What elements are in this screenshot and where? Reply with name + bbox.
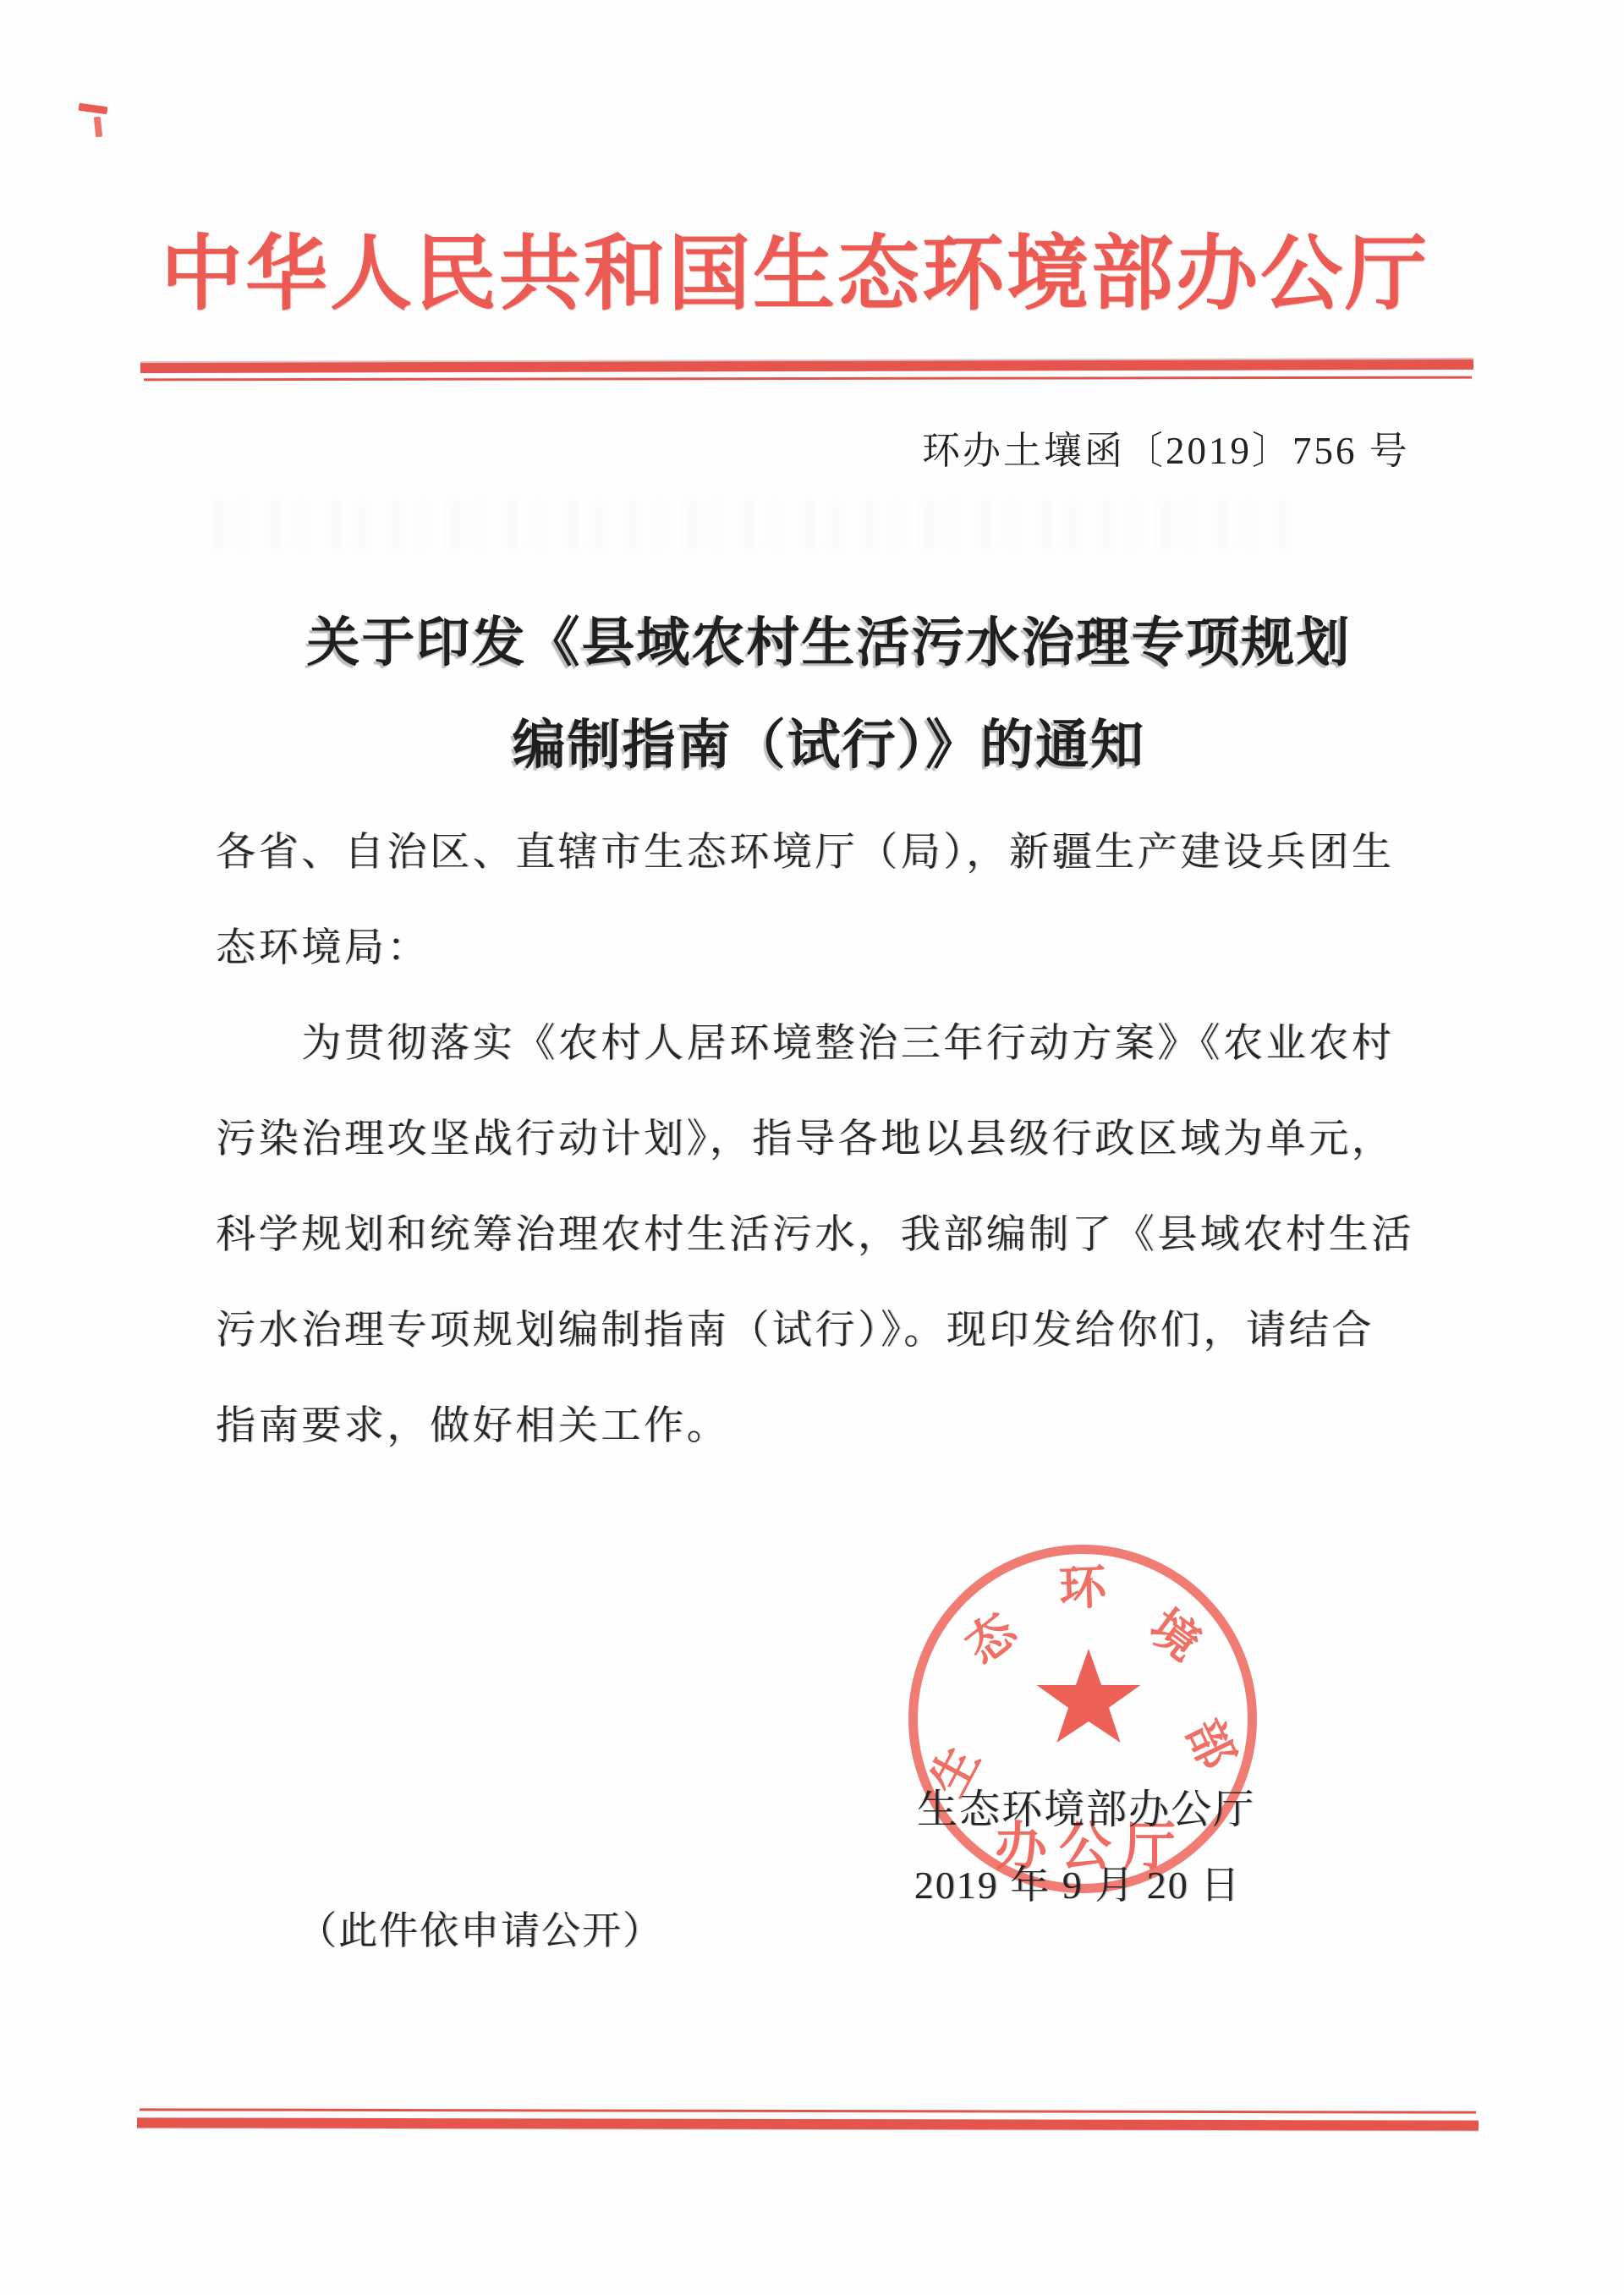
letterhead-title: 中华人民共和国生态环境部办公厅	[161, 229, 1429, 320]
scan-speck	[94, 117, 102, 138]
body-line: 指南要求，做好相关工作。	[216, 1404, 730, 1448]
body-line: 为贯彻落实《农村人居环境整治三年行动方案》《农业农村	[216, 1022, 1395, 1066]
official-seal	[908, 1545, 1257, 1893]
doc-title	[178, 592, 1480, 797]
seal-ring-char: 部	[1175, 1711, 1244, 1777]
seal-ring-char: 环	[1057, 1562, 1108, 1616]
doc-title-line2: 编制指南（试行）》的通知	[512, 716, 1146, 775]
body-line: 污染治理攻坚战行动计划》，指导各地以县级行政区域为单元，	[216, 1117, 1395, 1161]
seal-star-icon	[1034, 1649, 1143, 1752]
body-line: 态环境局：	[216, 926, 430, 970]
scan-smudge-band	[211, 497, 1294, 553]
letterhead-rule-thick	[140, 360, 1473, 373]
scan-speck	[79, 103, 108, 115]
letterhead-rule-thin	[144, 376, 1472, 382]
footer-rule-thin	[140, 2108, 1476, 2113]
issue-date: 2019 年 9 月 20 日	[914, 1864, 1242, 1907]
seal-ring-char: 态	[956, 1604, 1027, 1675]
footer-rule-thick	[137, 2117, 1479, 2130]
body-line: 各省、自治区、直辖市生态环境厅（局），新疆生产建设兵团生	[216, 831, 1395, 875]
seal-ring-char: 境	[1138, 1600, 1210, 1672]
doc-title-line1: 关于印发《县域农村生活污水治理专项规划	[306, 613, 1352, 673]
disclosure-note: （此件依申请公开）	[298, 1909, 663, 1952]
doc-body	[216, 805, 1425, 1474]
issuing-office-signature: 生态环境部办公厅	[916, 1787, 1255, 1832]
body-line: 科学规划和统筹治理农村生活污水，我部编制了《县域农村生活	[216, 1213, 1414, 1257]
seal-inner-text: 办公厅	[994, 1819, 1188, 1876]
doc-reference-number: 环办土壤函〔2019〕756 号	[922, 430, 1410, 472]
seal-ring-char: 生	[921, 1738, 990, 1805]
body-line: 污水治理专项规划编制指南（试行）》。现印发给你们，请结合	[216, 1309, 1374, 1353]
